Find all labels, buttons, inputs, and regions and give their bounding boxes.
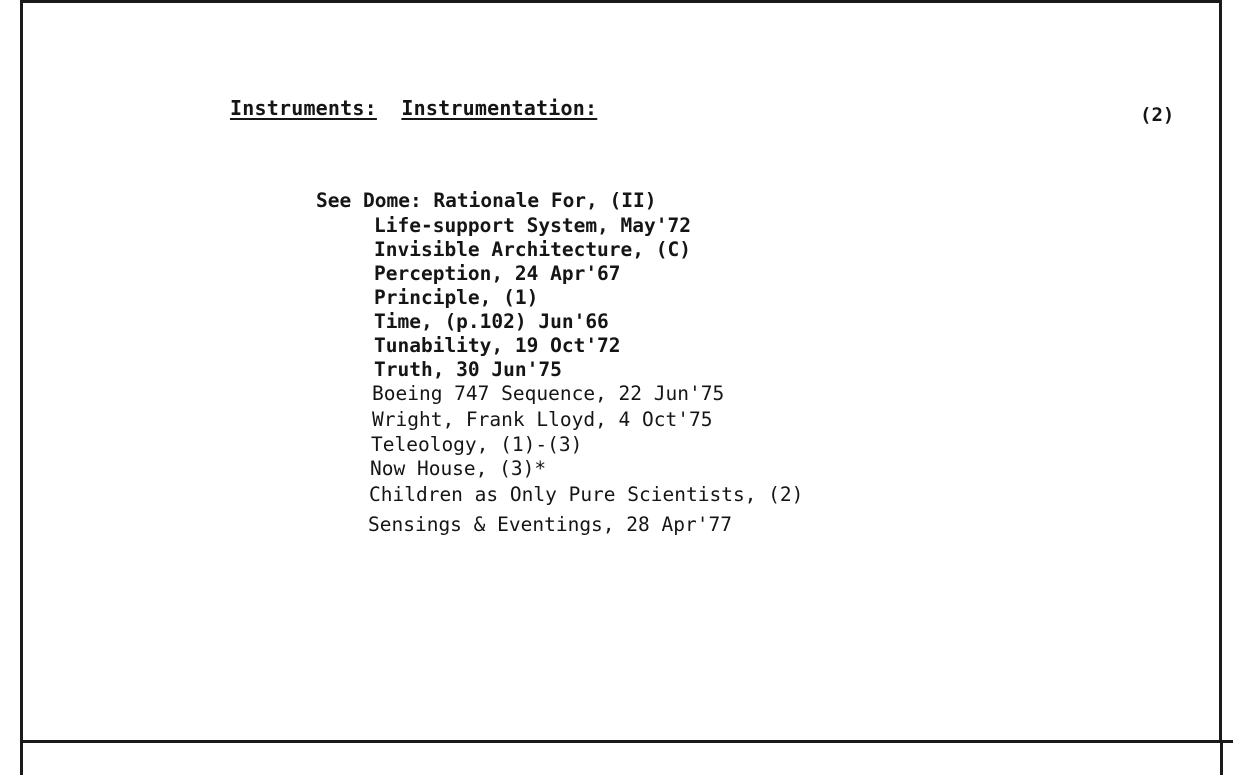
entry-boeing: Boeing 747 Sequence, 22 Jun'75 [372,382,725,405]
entry-life-support: Life-support System, May'72 [374,214,691,237]
entry-tunability: Tunability, 19 Oct'72 [374,334,621,357]
next-card-edge [20,740,1233,775]
entry-perception: Perception, 24 Apr'67 [374,262,621,285]
entry-wright: Wright, Frank Lloyd, 4 Oct'75 [372,408,713,431]
card-heading [230,96,597,120]
heading-instrumentation: Instrumentation: [401,96,598,120]
entry-principle: Principle, (1) [374,286,539,309]
heading-instruments: Instruments: [230,96,377,120]
index-card [20,0,1222,740]
entry-sensings: Sensings & Eventings, 28 Apr'77 [368,513,732,536]
see-label: See [316,189,352,212]
entry-invisible-architecture: Invisible Architecture, (C) [374,238,691,261]
entry-dome: Dome: Rationale For, (II) [362,189,657,212]
entry-time: Time, (p.102) Jun'66 [374,310,609,333]
card-number: (2) [1140,104,1175,126]
see-reference-line [316,189,656,212]
entry-teleology: Teleology, (1)-(3) [371,433,583,456]
entry-children: Children as Only Pure Scientists, (2) [369,483,804,506]
entry-truth: Truth, 30 Jun'75 [374,358,562,381]
entry-now-house: Now House, (3)* [370,457,547,480]
card-edge-line [1220,743,1223,775]
